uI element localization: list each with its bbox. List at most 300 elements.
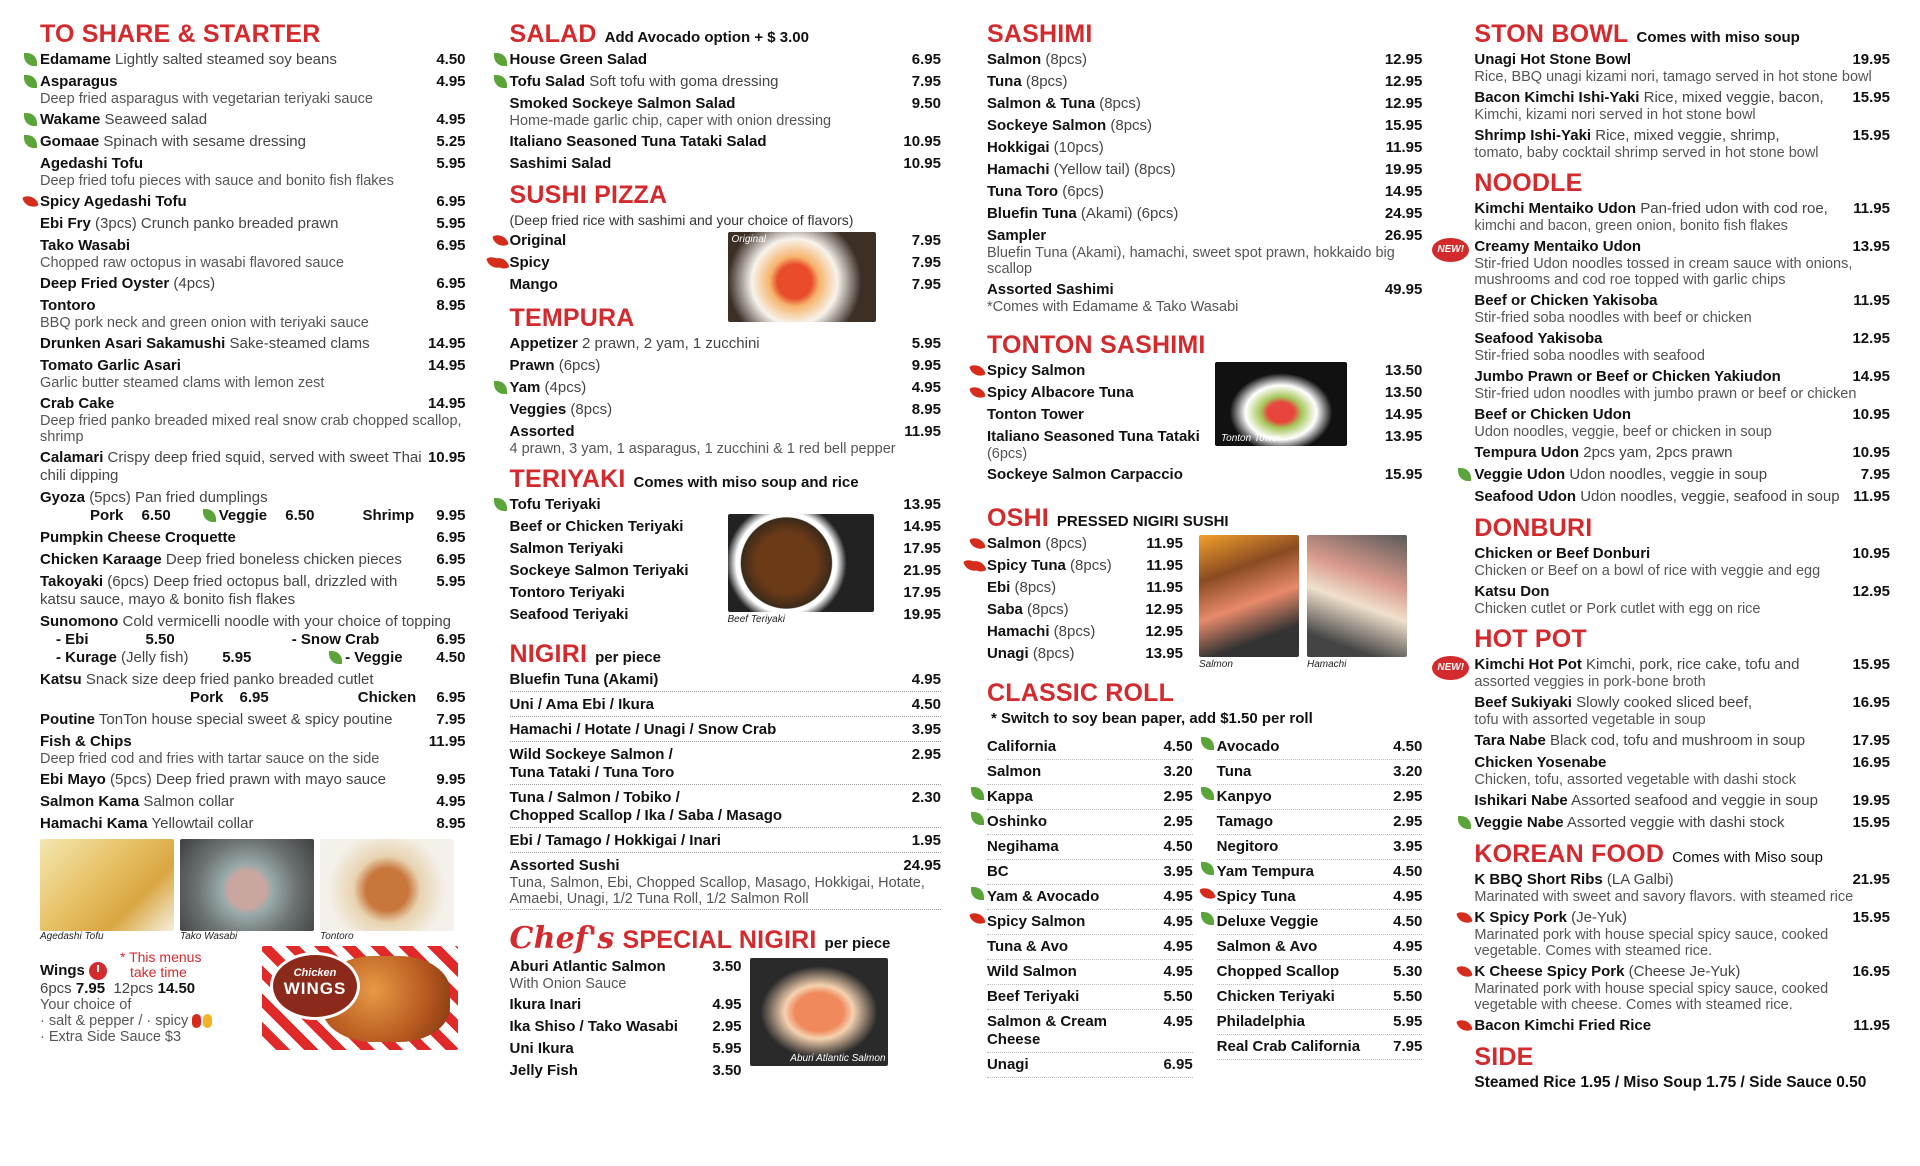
menu-item-poutine [40,711,466,729]
menu-item-takoyaki [40,573,466,609]
item-name: Spicy Albacore Tuna [986,384,1134,401]
section-title-side: SIDE [1474,1043,1534,1071]
menu-item-tuna-toro [987,183,1422,201]
item-name: Prawn [509,357,555,374]
menu-item-k-bbq-short-ribs [1474,871,1890,905]
item-name: Spicy Agedashi Tofu [40,193,187,210]
item-price: 2.95 [1163,788,1193,805]
chili-icon [969,384,986,401]
item-name: Tontoro [40,297,96,314]
menu-item-bluefin-tuna [987,205,1422,223]
item-price: 1.95 [911,832,941,849]
menu-item-tontoro [40,297,466,331]
item-description: Salmon collar [143,793,235,810]
menu-item-ebi-mayo [40,771,466,789]
new-badge: NEW! [1432,238,1469,262]
menu-item-salmon-teriyaki [510,540,941,558]
item-price: 4.95 [1163,938,1193,955]
menu-item-assorted-sushi [510,857,941,910]
item-price: 7.95 [911,276,941,293]
roll-oshinko [987,810,1193,835]
veggie-leaf-icon [24,135,37,148]
item-name: Unagi [986,1056,1029,1073]
item-price: 6.95 [1163,1056,1193,1073]
item-name: Beef Sukiyaki [1474,694,1572,711]
item-price: 12.95 [1384,73,1423,90]
section-title-oshi: OSHI PRESSED NIGIRI SUSHI [986,504,1229,532]
item-name: Italiano Seasoned Tuna Tataki Salad [509,133,767,150]
menu-item-salmon-kama [40,793,466,811]
menu-item-bacon-kimchi-fried-rice [1474,1017,1890,1035]
menu-item-ebi-tamago-hokkigai-inari [510,832,941,853]
menu-item-tonton-tower [987,406,1422,424]
photo-tontoro [320,839,454,931]
item-price: 15.95 [1384,117,1423,134]
item-name: Italiano Seasoned Tuna Tataki [986,428,1200,445]
menu-item-katsu: Katsu Snack size deep fried panko breaded cutlet Pork 6.95 Chicken 6.95 [40,671,466,706]
chili-icon [492,232,509,249]
item-price: 4.95 [1393,938,1423,955]
item-price: 16.95 [1852,754,1890,771]
item-price: 11.95 [1853,200,1890,217]
item-name: Bacon Kimchi Ishi-Yaki [1474,89,1640,106]
item-price: 8.95 [911,401,941,418]
menu-item-fish-chips [40,733,466,767]
section-title-tonton: TONTON SASHIMI [986,331,1206,359]
item-description: (8pcs) [1014,579,1057,596]
item-name: Unagi [986,645,1029,662]
item-price: 7.95 [1860,466,1890,483]
menu-item-chicken-yosenabe [1474,754,1890,788]
item-name: Hamachi / Hotate / Unagi / Snow Crab [509,721,777,738]
item-description: (6pcs) Deep fried octopus ball, drizzled with katsu sauce, mayo & bonito fish flakes [40,573,398,608]
item-name: Appetizer [509,335,578,352]
item-price: 4.50 [1163,738,1193,755]
menu-item-spicy-tuna [987,557,1183,575]
item-price: 26.95 [1384,227,1423,244]
item-name: Salmon Kama [40,793,140,810]
item-price: 2.30 [911,789,941,806]
item-name: Negihama [986,838,1059,855]
item-name: Bacon Kimchi Fried Rice [1474,1017,1652,1034]
item-name: Hokkigai [986,139,1050,156]
item-price: 4.95 [1163,963,1193,980]
item-description: Sake-steamed clams [229,335,370,352]
item-price: 4.50 [911,696,941,713]
chili-icon [969,535,986,552]
item-price: 11.95 [1146,535,1183,552]
item-description: Rice, BBQ unagi kizami nori, tamago served in hot stone bowl [1474,69,1872,85]
chili-icon [969,910,986,927]
roll-kanpyo [1217,785,1423,810]
menu-item-unagi [987,645,1183,663]
roll-bc [987,860,1193,885]
veggie-leaf-icon [971,812,984,825]
item-name: Tuna / Salmon / Tobiko / [509,789,680,806]
item-description: TonTon house special sweet & spicy poutine [98,711,393,728]
menu-item-ika-shiso-tako-wasabi [510,1018,742,1036]
item-price: 14.95 [1384,406,1423,423]
item-name: Veggie Udon [1474,466,1566,483]
veggie-leaf-icon [1201,862,1214,875]
item-description: Stir-fried Udon noodles tossed in cream sauce with onions, mushrooms and cod roe topped with garlic chips [1474,256,1853,288]
pizza-subtitle: (Deep fried rice with sashimi and your choice of flavors) [509,212,854,228]
item-price: 5.95 [436,573,466,590]
item-name: Ebi Mayo [40,771,106,788]
menu-item-sampler [987,227,1422,277]
veggie-leaf-icon [494,53,507,66]
item-description: (LA Galbi) [1606,871,1674,888]
photo-tonton-tower: Tonton Tower [1215,362,1347,446]
item-price: 4.50 [1393,738,1423,755]
menu-item-veggie-udon [1474,466,1890,484]
item-price: 6.95 [436,193,466,210]
item-price: 19.95 [1384,161,1423,178]
item-description: (8pcs) [1025,73,1068,90]
item-price: 4.95 [1393,888,1423,905]
roll-negitoro [1217,835,1423,860]
item-name: Hamachi Kama [40,815,148,832]
item-description: Chopped raw octopus in wasabi flavored sauce [40,255,344,271]
section-title-teriyaki: TERIYAKI Comes with miso soup and rice [509,465,859,493]
menu-item-salmon [987,535,1183,553]
item-price: 11.95 [428,733,466,750]
menu-item-tako-wasabi [40,237,466,271]
menu-item-original [510,232,941,250]
menu-item-veggie-nabe [1474,814,1890,832]
wings-badge: Chicken WINGS [270,952,360,1020]
menu-item-creamy-mentaiko-udon [1437,238,1890,288]
item-name: Jelly Fish [509,1062,578,1079]
roll-avocado [1217,735,1423,760]
item-name: Negitoro [1216,838,1279,855]
item-price: 4.95 [436,111,466,128]
item-price: 6.95 [436,237,466,254]
item-price: 19.95 [1852,792,1890,809]
item-description: Slowly cooked sliced beef, [1576,694,1753,711]
item-description: (8pcs) [1053,623,1096,640]
menu-item-uni-ama-ebi-ikura [510,696,941,717]
menu-item-ikura-inari [510,996,742,1014]
column-sashimi-rolls [987,22,1422,1156]
photo-caption: Agedashi Tofu [40,931,104,942]
item-name: Yam [509,379,541,396]
item-price: 4.95 [712,996,742,1013]
photo-chicken-wings [262,946,458,1050]
section-title-noodle: NOODLE [1474,169,1583,197]
item-name: Chicken Karaage [40,551,162,568]
item-name: Fish & Chips [40,733,132,750]
item-name: Chopped Scallop [1216,963,1340,980]
roll-tuna-avo [987,935,1193,960]
item-price: 6.95 [436,529,466,546]
section-title-tempura: TEMPURA [509,304,635,332]
item-name: California [986,738,1057,755]
item-price: 3.95 [1393,838,1423,855]
item-price: 19.95 [903,606,941,623]
item-name: Tempura Udon [1474,444,1580,461]
roll-tamago [1217,810,1423,835]
menu-item-bacon-kimchi-ishi-yaki [1474,89,1890,123]
item-description: With Onion Sauce [509,976,627,992]
item-name: Shrimp Ishi-Yaki [1474,127,1592,144]
item-description: Chicken cutlet or Pork cutlet with egg on rice [1474,601,1761,617]
menu-item-beef-or-chicken-teriyaki [510,518,941,536]
menu-item-agedashi-tofu [40,155,466,189]
item-name: Uni Ikura [509,1040,574,1057]
menu-item-kimchi-mentaiko-udon [1474,200,1890,234]
section-title-korean: KOREAN FOOD Comes with Miso soup [1474,840,1823,868]
extra-spicy-chili-icon [963,557,980,574]
veggie-leaf-icon [24,113,37,126]
menu-item-chicken-or-beef-donburi [1474,545,1890,579]
menu-item-unagi-hot-stone-bowl [1474,51,1890,85]
item-name: Saba [986,601,1023,618]
item-price: 3.20 [1163,763,1193,780]
veggie-leaf-icon [1458,468,1471,481]
menu-item-tofu-salad [510,73,941,91]
item-name: Sashimi Salad [509,155,612,172]
menu-item-sockeye-salmon-carpaccio [987,466,1422,484]
item-name: Takoyaki [40,573,104,590]
item-description: Kimchi, pork, rice cake, tofu and [1586,656,1800,673]
item-description: kimchi and bacon, green onion, bonito fish flakes [1474,218,1788,234]
item-name: Wild Salmon [986,963,1077,980]
item-price: 12.95 [1145,601,1183,618]
item-description: Soft tofu with goma dressing [589,73,779,90]
item-price: 4.95 [1163,1013,1193,1030]
item-description: tomato, baby cocktail shrimp served in hot stone bowl [1474,145,1819,161]
item-name: Pumpkin Cheese Croquette [40,529,236,546]
item-name: Tamago [1216,813,1274,830]
item-price: 5.50 [1393,988,1423,1005]
menu-item-spicy-salmon [987,362,1422,380]
item-description: (4pcs) [544,379,587,396]
wings-block [40,946,466,1050]
item-description: Crispy deep fried squid, served with sweet Thai chili dipping [40,449,422,484]
item-price: 3.95 [1163,863,1193,880]
item-name: Ebi Fry [40,215,91,232]
menu-item-wings: Wings 6pcs 7.95 12pcs 14.50 Your choice of · salt & pepper / · spicy · Extra Side Sauce $3 [40,962,212,1045]
menu-item-edamame [40,51,466,69]
menu-item-sockeye-salmon-teriyaki [510,562,941,580]
photo-caption: Tontoro [320,931,354,942]
menu-item-beef-or-chicken-udon [1474,406,1890,440]
item-description: Udon noodles, veggie, seafood in soup [1580,488,1840,505]
take-time-note: * This menus take time [120,949,202,980]
section-title-chefs-special: Chef's SPECIAL NIGIRI per piece [509,921,891,956]
item-price: 4.50 [1393,863,1423,880]
item-name: Smoked Sockeye Salmon Salad [509,95,736,112]
item-description: (8pcs) [1099,95,1141,112]
veggie-leaf-icon [971,887,984,900]
item-name: Kimchi Hot Pot [1474,656,1582,673]
item-description: (8pcs) [1045,535,1088,552]
item-name: Tara Nabe [1474,732,1546,749]
item-name: Real Crab California [1216,1038,1361,1055]
item-name: Beef or Chicken Yakisoba [1474,292,1658,309]
item-price: 10.95 [1852,444,1890,461]
item-price: 17.95 [903,540,941,557]
photo-sushi-pizza: Original [728,232,876,322]
item-name: Sampler [986,227,1047,244]
item-price: 12.95 [1852,583,1890,600]
item-price: 10.95 [1852,406,1890,423]
item-name: Spicy Salmon [986,913,1086,930]
item-name: Kanpyo [1216,788,1272,805]
section-title-hot-pot: HOT POT [1474,625,1587,653]
photo-beef-teriyaki [728,514,874,612]
item-description: (8pcs) [1070,557,1112,574]
menu-item-salmon-tuna [987,95,1422,113]
item-price: 4.95 [911,379,941,396]
item-description: Stir-fried soba noodles with seafood [1474,348,1705,364]
menu-item-chicken-karaage [40,551,466,569]
item-name: Kimchi Mentaiko Udon [1474,200,1637,217]
menu-item-beef-sukiyaki [1474,694,1890,728]
veggie-leaf-icon [494,75,507,88]
item-price: 11.95 [1146,579,1183,596]
item-name: Bluefin Tuna (Akami) [509,671,659,688]
item-name: Oshinko [986,813,1047,830]
item-name: Original [509,232,567,249]
item-price: 6.95 [436,275,466,292]
roll-salmon-cream-cheese [987,1010,1193,1053]
roll-yam-tempura [1217,860,1423,885]
item-price: 4.50 [436,51,466,68]
item-description: Spinach with sesame dressing [103,133,306,150]
item-name: Sockeye Salmon Teriyaki [509,562,689,579]
item-description: (8pcs) [1110,117,1153,134]
item-description: (8pcs) [1027,601,1069,618]
item-name: Tofu Salad [509,73,586,90]
item-name: Creamy Mentaiko Udon [1474,238,1642,255]
roll-salmon [987,760,1193,785]
item-description: Marinated pork with house special spicy sauce, cooked vegetable with cheese. Comes with steamed rice. [1474,981,1829,1013]
menu-item-veggies [510,401,941,419]
menu-item-shrimp-ishi-yaki [1474,127,1890,161]
photo-aburi-salmon: Aburi Atlantic Salmon [750,958,888,1066]
menu-item-appetizer [510,335,941,353]
item-name: Spicy Salmon [986,362,1086,379]
item-name: Sockeye Salmon [986,117,1107,134]
menu-item-hamachi-hotate-unagi-snow-crab [510,721,941,742]
veggie-leaf-icon [329,651,342,664]
veggie-leaf-icon [971,787,984,800]
menu-item-hamachi [987,623,1183,641]
chili-icon [969,362,986,379]
item-description: tofu with assorted vegetable in soup [1474,712,1706,728]
item-price: 2.95 [1393,813,1423,830]
roll-california [987,735,1193,760]
menu-item-hokkigai [987,139,1422,157]
item-name-line2: Tuna Tataki / Tuna Toro [509,764,675,781]
item-price: 13.50 [1384,362,1423,379]
item-description: 2pcs yam, 2pcs prawn [1583,444,1733,461]
menu-item-jelly-fish [510,1062,742,1080]
item-name: K Spicy Pork [1474,909,1567,926]
item-name: Wild Sockeye Salmon / [509,746,673,763]
item-price: 16.95 [1852,963,1890,980]
item-description: Stir-fried udon noodles with jumbo prawn or beef or chicken [1474,386,1857,402]
section-title-nigiri: NIGIRI per piece [509,640,661,668]
menu-item-gyoza: Gyoza (5pcs) Pan fried dumplings Pork 6.50 Veggie 6.50 Shrimp 9.95 [40,489,466,524]
column-bowls-noodles [1437,20,1890,1156]
item-name: Assorted Sushi [509,857,620,874]
item-name-line2: Chopped Scallop / Ika / Saba / Masago [509,807,783,824]
item-name: Seafood Teriyaki [509,606,629,623]
item-name: Chicken Teriyaki [1216,988,1335,1005]
item-name: Kappa [986,788,1033,805]
item-description: (Yellow tail) (8pcs) [1053,161,1176,178]
item-name: Tuna Toro [986,183,1059,200]
item-description: (6pcs) [558,357,601,374]
menu-item-sockeye-salmon [987,117,1422,135]
item-description: *Comes with Edamame & Tako Wasabi [986,299,1239,315]
item-price: 11.95 [1853,488,1890,505]
item-name: Gomaae [40,133,100,150]
item-price: 4.95 [1163,888,1193,905]
item-name: Tomato Garlic Asari [40,357,181,374]
item-name: Poutine [40,711,95,728]
item-description: (8pcs) [1032,645,1075,662]
roll-wild-salmon [987,960,1193,985]
item-name: Tonton Tower [986,406,1084,423]
item-price: 13.50 [1384,384,1423,401]
item-description: Udon noodles, veggie in soup [1569,466,1768,483]
item-name: Beef or Chicken Udon [1474,406,1632,423]
item-price: 8.95 [436,815,466,832]
item-price: 17.95 [903,584,941,601]
photo-caption: Hamachi [1306,659,1347,670]
item-name: Hamachi [986,161,1050,178]
item-name: Yam Tempura [1216,863,1314,880]
item-description: Bluefin Tuna (Akami), hamachi, sweet spot prawn, hokkaido big scallop [986,245,1395,277]
item-price: 5.95 [911,335,941,352]
section-title-share: TO SHARE & STARTER [40,20,321,48]
item-name: Beef Teriyaki [986,988,1080,1005]
item-description: BBQ pork neck and green onion with teriyaki sauce [40,315,369,331]
item-price: 9.95 [436,771,466,788]
item-name: Avocado [1216,738,1280,755]
item-price: 2.95 [1393,788,1423,805]
roll-spicy-tuna [1217,885,1423,910]
item-name: Deep Fried Oyster [40,275,170,292]
photo-caption: Tako Wasabi [180,931,238,942]
item-name: Jumbo Prawn or Beef or Chicken Yakiudon [1474,368,1781,385]
section-title-sashimi: SASHIMI [986,20,1093,48]
item-price: 14.95 [1852,368,1890,385]
item-name: Ebi [986,579,1011,596]
menu-item-italiano-seasoned-tuna-tataki [987,428,1422,462]
menu-item-seafood-teriyaki [510,606,941,624]
veggie-leaf-icon [494,381,507,394]
veggie-leaf-icon [494,498,507,511]
item-price: 14.95 [903,518,941,535]
item-name: Assorted Sashimi [986,281,1114,298]
item-description: Chicken, tofu, assorted vegetable with dashi stock [1474,772,1796,788]
item-name: Drunken Asari Sakamushi [40,335,226,352]
menu-item-hamachi-kama [40,815,466,833]
section-title-classic-roll: CLASSIC ROLL [986,679,1175,707]
item-price: 5.25 [436,133,466,150]
item-name: Veggies [509,401,567,418]
item-price: 15.95 [1384,466,1423,483]
item-name: Spicy [509,254,550,271]
item-name: Ishikari Nabe [1474,792,1568,809]
item-name: Salmon & Tuna [986,95,1096,112]
photo-caption: Beef Teriyaki [727,614,785,625]
